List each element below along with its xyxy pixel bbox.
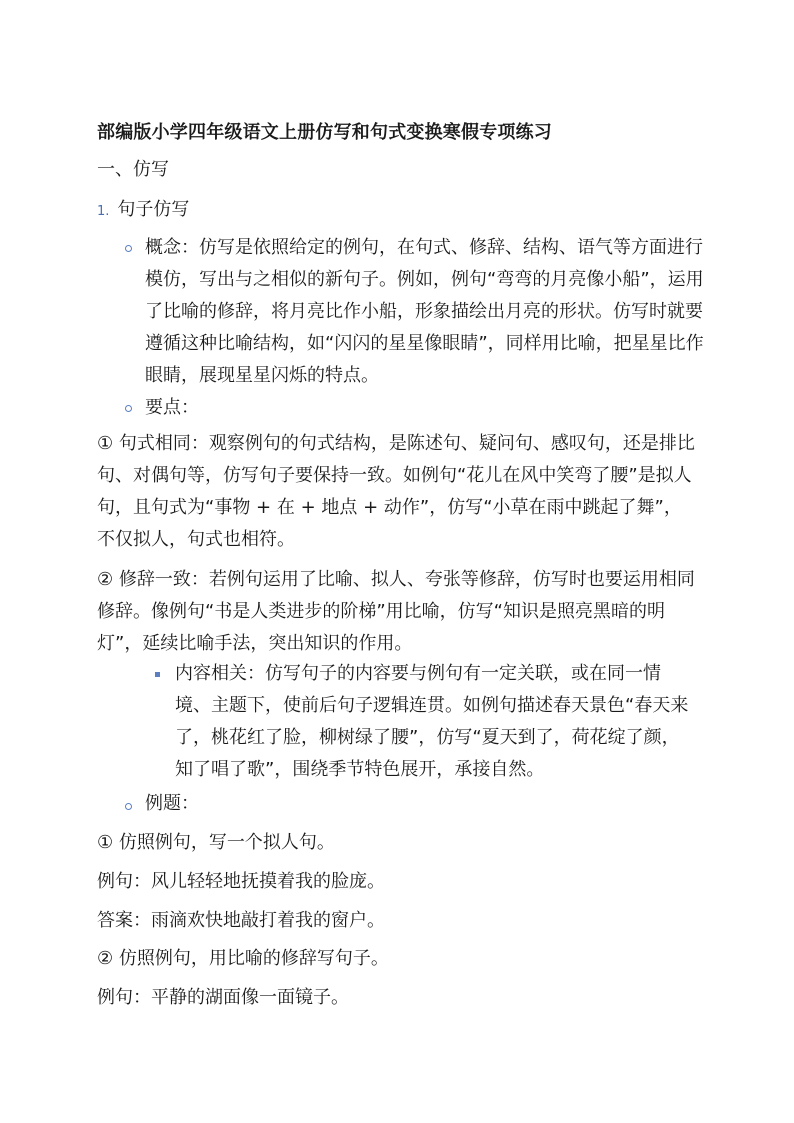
example1-sentence: 例句：风儿轻轻地抚摸着我的脸庞。	[97, 871, 385, 892]
example2-prompt: ② 仿照例句，用比喻的修辞写句子。	[97, 948, 389, 969]
circle-bullet-icon	[125, 245, 132, 252]
example2-sentence: 例句：平静的湖面像一面镜子。	[97, 987, 349, 1008]
subsection-label: 句子仿写	[117, 199, 190, 220]
example1-prompt: ① 仿照例句，写一个拟人句。	[97, 832, 335, 853]
document-title: 部编版小学四年级语文上册仿写和句式变换寒假专项练习	[97, 122, 552, 143]
section-heading: 一、仿写	[97, 159, 169, 180]
circle-bullet-icon	[125, 803, 132, 810]
example1-answer: 答案：雨滴欢快地敲打着我的窗户。	[97, 910, 385, 931]
examples-label: 例题：	[145, 793, 199, 814]
subsection-number: 1.	[97, 204, 110, 219]
subsection-heading	[97, 198, 189, 224]
square-bullet-icon	[155, 672, 160, 677]
circle-bullet-icon	[125, 405, 132, 412]
point-sentence-structure: ① 句式相同：观察例句的句式结构，是陈述句、疑问句、感叹句，还是排比句、对偶句等，仿写句子要保持一致。如例句“花儿在风中笑弯了腰”是拟人句，且句式为“事物 + 在 + 地点 + 动作”，仿写“小草在雨中跳起了舞”，不仅拟人，句式也相符。	[97, 433, 695, 550]
key-points-label: 要点：	[145, 397, 199, 418]
concept-paragraph: 概念：仿写是依照给定的例句，在句式、修辞、结构、语气等方面进行模仿，写出与之相似的新句子。例如，例句“弯弯的月亮像小船”，运用了比喻的修辞，将月亮比作小船，形象描绘出月亮的形状。仿写时就要遵循这种比喻结构，如“闪闪的星星像眼睛”，同样用比喻，把星星比作眼睛，展现星星闪烁的特点。	[145, 237, 704, 386]
point-content-related: 内容相关：仿写句子的内容要与例句有一定关联，或在同一情境、主题下，使前后句子逻辑连贯。如例句描述春天景色“春天来了，桃花红了脸，柳树绿了腰”，仿写“夏天到了，荷花绽了颜，知了唱了歌”，围绕季节特色展开，承接自然。	[175, 663, 689, 780]
point-rhetoric: ② 修辞一致：若例句运用了比喻、拟人、夸张等修辞，仿写时也要运用相同修辞。像例句“书是人类进步的阶梯”用比喻，仿写“知识是照亮黑暗的明灯”，延续比喻手法，突出知识的作用。	[97, 569, 695, 654]
